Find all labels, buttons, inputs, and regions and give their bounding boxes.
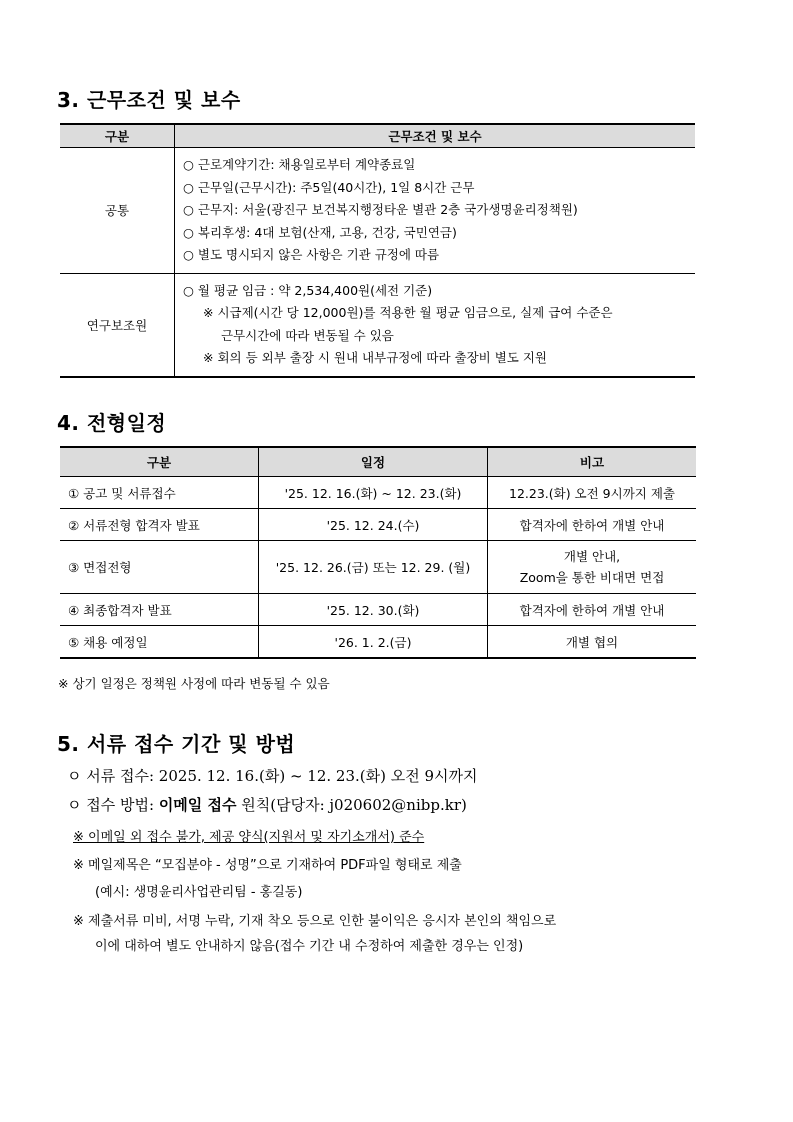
work-conditions-table xyxy=(60,123,695,378)
submission-method-suffix: 원칙(담당자: j020602@nibp.kr) xyxy=(236,796,467,814)
row-label: 연구보조원 xyxy=(60,273,175,377)
schedule-note: 12.23.(화) 오전 9시까지 제출 xyxy=(488,477,697,509)
condition-line: ○ 복리후생: 4대 보험(산재, 고용, 건강, 국민연금) xyxy=(183,224,457,240)
condition-line: ○ 근무일(근무시간): 주5일(40시간), 1일 8시간 근무 xyxy=(183,179,475,195)
schedule-step: ④ 최종합격자 발표 xyxy=(60,594,259,626)
table-row xyxy=(60,477,696,509)
schedule-date: '25. 12. 26.(금) 또는 12. 29. (월) xyxy=(259,541,488,594)
table-header-category: 구분 xyxy=(60,124,175,148)
submission-method-bold: 이메일 접수 xyxy=(158,796,237,814)
section-4-title: 4. 전형일정 xyxy=(57,411,167,435)
schedule-note xyxy=(488,541,697,594)
schedule-note-line: Zoom을 통한 비대면 면접 xyxy=(519,570,665,585)
condition-line: ○ 별도 명시되지 않은 사항은 기관 규정에 따름 xyxy=(183,247,440,262)
submission-note: (예시: 생명윤리사업관리팀 - 홍길동) xyxy=(95,885,303,900)
row-content xyxy=(175,148,696,274)
submission-note: ※ 이메일 외 접수 불가, 제공 양식(지원서 및 자기소개서) 준수 xyxy=(73,830,425,845)
table-header-conditions: 근무조건 및 보수 xyxy=(175,124,696,148)
table-header-schedule: 일정 xyxy=(259,447,488,477)
table-row xyxy=(60,594,696,626)
section-5-title: 5. 서류 접수 기간 및 방법 xyxy=(57,732,296,756)
submission-note: ※ 제출서류 미비, 서명 누락, 기재 착오 등으로 인한 불이익은 응시자 본인의 책임으로 xyxy=(73,914,557,929)
schedule-date: '25. 12. 16.(화) ~ 12. 23.(화) xyxy=(259,477,488,509)
schedule-footnote: ※ 상기 일정은 정책원 사정에 따라 변동될 수 있음 xyxy=(58,676,330,691)
table-row xyxy=(60,509,696,541)
table-header-category: 구분 xyxy=(60,447,259,477)
schedule-step: ⑤ 채용 예정일 xyxy=(60,626,259,659)
submission-method xyxy=(67,794,467,815)
section-3-title: 3. 근무조건 및 보수 xyxy=(57,88,241,112)
schedule-step: ③ 면접전형 xyxy=(60,541,259,594)
schedule-note: 합격자에 한하여 개별 안내 xyxy=(488,594,697,626)
row-label: 공통 xyxy=(60,148,175,274)
schedule-step: ① 공고 및 서류접수 xyxy=(60,477,259,509)
schedule-step: ② 서류전형 합격자 발표 xyxy=(60,509,259,541)
submission-method-prefix: ㅇ 접수 방법: xyxy=(67,796,159,814)
table-row xyxy=(60,273,695,377)
condition-line: ○ 근로계약기간: 채용일로부터 계약종료일 xyxy=(183,157,416,172)
schedule-note-line: 개별 안내, xyxy=(563,549,621,564)
submission-note: ※ 메일제목은 “모집분야 - 성명”으로 기재하여 PDF파일 형태로 제출 xyxy=(73,858,462,873)
condition-line: ○ 월 평균 임금 : 약 2,534,400원(세전 기준) xyxy=(183,282,433,298)
table-row xyxy=(60,541,696,594)
schedule-date: '25. 12. 30.(화) xyxy=(259,594,488,626)
condition-line: ※ 회의 등 외부 출장 시 원내 내부규정에 따라 출장비 별도 지원 xyxy=(203,350,547,365)
row-content xyxy=(175,273,696,377)
condition-line: 근무시간에 따라 변동될 수 있음 xyxy=(221,327,394,343)
schedule-table xyxy=(60,446,696,659)
schedule-date: '26. 1. 2.(금) xyxy=(259,626,488,659)
table-row xyxy=(60,148,695,274)
submission-period: ㅇ 서류 접수: 2025. 12. 16.(화) ~ 12. 23.(화) 오전 9시까지 xyxy=(67,767,478,785)
table-header-remarks: 비고 xyxy=(488,447,697,477)
table-row xyxy=(60,626,696,659)
submission-note: 이에 대하여 별도 안내하지 않음(접수 기간 내 수정하여 제출한 경우는 인정) xyxy=(95,939,524,954)
schedule-date: '25. 12. 24.(수) xyxy=(259,509,488,541)
schedule-note: 합격자에 한하여 개별 안내 xyxy=(488,509,697,541)
condition-line: ※ 시급제(시간 당 12,000원)를 적용한 월 평균 임금으로, 실제 급여 수준은 xyxy=(203,305,613,320)
condition-line: ○ 근무지: 서울(광진구 보건복지행정타운 별관 2층 국가생명윤리정책원) xyxy=(183,202,578,217)
schedule-note: 개별 협의 xyxy=(488,626,697,659)
